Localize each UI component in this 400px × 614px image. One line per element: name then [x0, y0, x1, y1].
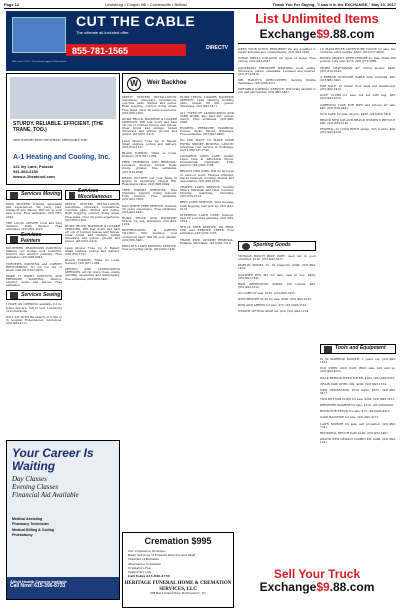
- hvac-photo: [10, 77, 116, 119]
- list-item: PRESSURE WASHER for sale. $150. (931)993-6641.: [320, 403, 395, 408]
- cremation-includes: Our Cremation Includes: Basic Services of Funeral Director and Staff Transfer of Remains Alternative Container Crematory Fee Temporary Urn Call Today 615-840-4739: [123, 546, 233, 581]
- ad-headline: CUT THE CABLE: [76, 13, 196, 29]
- classified-column-2: [65, 190, 120, 284]
- truck-icon: [10, 192, 18, 199]
- list-item: I HAVE AN OPENING available for in-home daycare, call or text. Lewisburg or Cornersville.: [6, 302, 62, 313]
- cut-the-cable-ad[interactable]: [6, 11, 234, 71]
- list-item: DUMP TRUCK, BACKHOE & LOADER SERVICES. Will tear down and haul off old or burned houses and fences. Clear brush and stumps. Install driveways and gravel, ground and gravel. (931)651-5416.: [122, 116, 177, 137]
- list-item: NEW GENERATOR, 8750 watts. $575. (931)993-5417.: [320, 387, 396, 395]
- list-item: IS 32 WARRIOR MOWER, 2 years old. (931)993-1812.: [320, 357, 396, 365]
- section-moving: Services Moving: [6, 190, 62, 200]
- list-item: GO-CART for sale. $150. (931)993-7455.: [238, 291, 296, 295]
- classified-column-5: [238, 48, 316, 97]
- list-item: OLD STEEL AND CAST IRON sale. $25 and up. (931)993-4012.: [320, 366, 396, 374]
- page-header: [4, 2, 396, 9]
- cremation-name: HERITAGE FUNERAL HOME & CREMATION SERVICES, LLC: [124, 581, 232, 592]
- header-date: Thank You For Saying, "I saw it in the EXCHANGE," May 10, 2017: [272, 1, 396, 7]
- list-item: BOOM FOR TRUCK for sale. $75. (931)993-4412.: [320, 409, 391, 414]
- list-item: GUN SAFE for sale, 24 gun. $450. (931)993-7418.: [320, 111, 392, 116]
- list-item: STEPHENS LAWN CARE: Insured. Call for your free estimate. (931)359-1554.: [180, 212, 234, 223]
- list-item: SEARS CRAFTSMAN 42" riding mower. $450. (931)359-6142.: [320, 65, 396, 73]
- exchange-logo-bottom: Exchange$9.88.com: [259, 580, 375, 595]
- list-item: BANKS GRAVITY DEER FEEDER for sale. Holds 300 pounds. Like new. $175. (931)273-2090.: [320, 56, 396, 64]
- career-phone[interactable]: Call Now! 615-396-8733: [10, 583, 66, 590]
- list-item: TRAPP'S LAWN SERVICE: Serving Maury, Marshall, and Giles Counties. Mowing, mulching, trimming. (931)359-2514.: [180, 184, 234, 199]
- list-item: B&W ARMINGTON AMMO, 100 rounds. $85. (931)993-5512.: [238, 281, 316, 289]
- hvac-street: 121 Ivy Lane, Pulaski: [13, 164, 54, 169]
- list-item: 4 PERSON OUTDOOR TABLE with umbrella. $80. (615)982-6401.: [320, 74, 396, 82]
- cremation-ad[interactable]: [122, 532, 234, 608]
- section-misc: Services Miscellaneous: [65, 190, 120, 200]
- hvac-slogan: STURDY. RELIABLE. EFFICIENT. (THE TRANE, TOO.): [13, 121, 104, 133]
- classified-column-7: [320, 48, 396, 137]
- cremation-address: 688 Ben Lomand Pkwy, Murfreesboro, TN: [150, 591, 206, 595]
- paper-name: Lewisburg • Chapel Hill • Cornersville • Belfast: [104, 1, 187, 7]
- list-item: TRASH PICK UP/YARD REMOVAL. Reliable, affordable. (931)993-7410.: [180, 237, 234, 245]
- list-item: MAKE IT RIGHT PAINTING AND PRESSURE WASHING: Interior, exterior, decks and fences. Free estimates.: [6, 273, 62, 288]
- list-item: DUMP TRUCK, LOADER, BACKHOE SERVICE: Land clearing, building pads, topsoil, fill dirt, gravel, driveways. (931)993-5471.: [180, 95, 234, 109]
- career-footer: Allied Health Careers Institute Call Now! 615-396-8733: [7, 577, 119, 599]
- list-item: TREE EXPERT SERVICES: Tree trimming, topping, stump removal. Fully insured. Free estimates. (931)205-7654.: [122, 188, 177, 202]
- list-item: DAN WHITE TREE SERVICE: Insured, 30 years experience. Free estimates. (615)403-4441.: [122, 203, 177, 214]
- list-item: BUSHHOGGING & GARDEN TILLING: Will bushhog your overgrown land. Will till your garden. (931)580-5481.: [122, 228, 177, 242]
- divider: [238, 43, 396, 44]
- career-ad[interactable]: [6, 440, 120, 600]
- classified-column-8: [320, 358, 396, 447]
- list-item: BRIAN'S ODD JOBS: Will do all types of outdoor work. Hedges trimmed, leaves removed, mowing. Honest and dependable. (931)993-8210.: [180, 169, 234, 183]
- list-item: FOR SALE: 18 rubber floor mats and lawnmower. (931)492-5418.: [320, 84, 396, 92]
- list-item: NEED YOUR STOCK REPAIRED? We are qualified to repair antiques and consignments. (931)993-2240.: [238, 47, 316, 55]
- list-item: PHILLIP'S LAWN MOWING SERVICE: Now accepting yards. (931)993-7448.: [122, 243, 177, 251]
- list-item: ROCKWELL BENCH SAW. $100. (931)993-5481.: [320, 430, 389, 435]
- section-painters: Services Painters: [6, 234, 62, 244]
- career-classes: Day Classes Evening Classes Financial Aid Available: [12, 475, 79, 500]
- list-item: DUMP TRUCK AND BACKHOE: Gravel, top soil, driveways. (931)422-1254.: [122, 215, 177, 227]
- list-item: BRAND NEW UPLAND BRAND WOMEN'S BICYCLE. $60. (931)359-5142.: [320, 117, 396, 125]
- list-item: 15' MASS RIVER ADVENTURE CANOE for sale, two cushions, extra paddle. $300. (931)527-4826.: [320, 47, 396, 55]
- list-item: SCRAP METAL CLEANUP, all types of metal. Free pickup. (931)491-0547.: [238, 56, 316, 64]
- wrench-icon: [69, 192, 75, 199]
- ad-fine-print: Offer ends 7/31/17. Restrictions apply. Call for details.: [12, 61, 68, 63]
- classified-column-3: [122, 96, 177, 254]
- hvac-address: [13, 164, 55, 180]
- list-item: TURNER'S PAINTING and CARPET REFINISHING: No job too big or small. Call (931)422-0479.: [6, 261, 62, 272]
- list-item: Lawn Mower Tune Up & Repair: Small engines, pickup and delivery. (931)350-2121.: [122, 138, 177, 149]
- list-item: TREE TRIMMING AND REMOVAL: Licensed, insured, bucket truck, stump grinder, free estimates. (931)544-9648.: [122, 160, 177, 174]
- list-item: TWO BOTTOM PLOW for sale. $250. (931)993-7451.: [320, 397, 396, 401]
- section-sporting-goods: Sporting Goods: [238, 241, 316, 251]
- list-item: MR. BAILEY'S UPHOLSTERY: Serving Middle Tennessee. (931)993-3371.: [238, 77, 316, 85]
- ad-subhead: The ultimate all-included offer.: [76, 30, 130, 35]
- hvac-ad[interactable]: [6, 73, 120, 185]
- list-item: PORTABLE SAWMILL SERVICE: Will bring sawmill to you and saw lumber. (931)993-5487.: [238, 87, 316, 95]
- list-item: SEWING AND LANDSCAPING SERVICES, all cut down trees, stump grinding, excavating and landscaping, free estimates. (931)580-5481.: [65, 267, 120, 281]
- list-item: DO YOU WANT TO MAKE SOME EXTRA MONEY MOWING LAWNS? Advertise your service in Exchange. Call 1-800-247-7746.: [180, 138, 234, 152]
- list-item: SEPTIC SYSTEM INSTALLATION, waterlines, driveways, foundations, concrete pads, ditches and patios. Bush hogging, outdoor living areas. Free plans. Over 30 years experience. (931)580-1209.: [65, 202, 120, 222]
- hvac-body: SEER COMFORT FROM THE STRONG, DEPENDABLE TYPE.: [13, 139, 88, 142]
- list-item: DUMP TRUCK, BACKHOE & LOADER SERVICES. Will tear down and haul off old or burned houses and fences. Clear brush and stumps. Install driveways and gravel, ground and gravel. (931)651-5416.: [65, 223, 120, 244]
- list-item: CASE BACKHOE for sale. (931)993-4715.: [320, 415, 380, 420]
- list-item: WALTHER PPS M2 for sale, new in box. $450. (931)993-7641.: [238, 272, 316, 280]
- list-item: WILL SIT WITH the elderly, in home or in hospital. Experienced, references. (931)993-4711.: [6, 314, 62, 325]
- career-programs: [12, 517, 54, 539]
- list-item: STILLS TREE SERVICE. We TRIM, TOP, and REMOVE TREES. Free estimates. (931)270-1233.: [180, 225, 234, 236]
- ball-icon: [242, 243, 250, 250]
- list-item: SOUTHERN TRADITIONS PAINTING: Making our homes look beautiful. Interior and exterior painting. Free estimates. (931)993-8845.: [6, 246, 62, 260]
- list-item: LOCKARDS LAWN CARE, Quality Lawn Care at Affordable Prices. Professional equipment. Fully insured. (931)993-1104.: [180, 153, 234, 168]
- list-item: LAWN MOWER for sale, self propelled. (931)993-7741.: [320, 421, 396, 429]
- list-item: CARRYING CASE FOR BOW and arrows for sale. $40. (931)359-4481.: [320, 102, 396, 110]
- exchange-logo: Exchange$9.88.com: [259, 27, 375, 41]
- hvac-phone[interactable]: 931-363-4150: [13, 169, 38, 175]
- list-item: ALL TYPES OF LANDSCAPING AND YARD WORK, also haul dirt, gravel, mulch. Free estimates. (931)996-2598.: [180, 110, 234, 124]
- directv-logo: DIRECTV: [206, 45, 228, 51]
- list-item: Pharmacy Technician: [12, 522, 49, 527]
- list-item: Phlebotomy: [12, 533, 33, 538]
- cremation-headline: Cremation $995: [144, 536, 212, 546]
- list-item: BLACK TOPSOIL: Tilled, no rocks. Delivery. (931)637-1284.: [65, 257, 120, 265]
- hvac-brand: A-1 Heating and Cooling, Inc.: [13, 154, 111, 161]
- list-item: WALK BEHIND WEED EATER. $100. (931)993-6541.: [320, 375, 396, 380]
- list-item: BLACK TOPSOIL: Tilled, no rocks. Delivery. (931)637-1284.: [122, 150, 177, 158]
- list-item: AQUABLAST PRESSURE WASHING: roofs, siding, driveways, patios, sidewalks. Licensed and insured. (931)374-0418.: [238, 65, 316, 76]
- cremation-phone[interactable]: Call Today 615-840-4739: [128, 574, 170, 579]
- hvac-web[interactable]: www.a-1heatcool.com: [13, 174, 55, 180]
- list-item: VINTAGE BOSCH BIKE PORT, used but in good condition. $145. (931)993-5477.: [238, 254, 316, 262]
- ad-phone[interactable]: 855-781-1565: [72, 46, 129, 56]
- list-item: Medical Assisting: [12, 517, 43, 521]
- classified-column-6: [238, 255, 316, 317]
- page-number: Page 12: [4, 1, 20, 7]
- list-item: WEIGHT LIFTING GEAR set. $50. (931)993-1154.: [238, 309, 310, 314]
- sell-your-truck-ad[interactable]: [238, 568, 396, 595]
- needle-icon: [10, 292, 18, 299]
- tv-image: [12, 17, 66, 53]
- list-item: EASY MOVERS: friendly, affordable and experienced. We pack, load, transport and unload. Will set up your new home. Free estimates. (931)787-2343.: [6, 202, 62, 219]
- classified-column-4: [180, 96, 234, 248]
- career-headline: Your Career Is Waiting: [12, 446, 94, 473]
- list-item: GOLF CLUBS for sale, full set with bag. $65. (931)993-6152.: [320, 93, 396, 101]
- list-item: BOW AND ARROW for sale. $75. (931)993-5541.: [238, 303, 308, 308]
- right-headline: List Unlimited Items: [255, 11, 379, 26]
- list-item: MARLIN MODEL 25, 22 magnum. $200. (931)993-1415.: [238, 263, 316, 271]
- section-sewing: Services Sewing: [6, 290, 62, 300]
- section-tools: Tools and Equipment: [320, 344, 396, 354]
- list-item: Medical Billing & Coding: [12, 527, 55, 532]
- list-item: GRASS CUTTER! Get your home in Spring in Lewisburg, Chapel Hill. Reasonable rates. (931)698-0094.: [122, 175, 177, 186]
- weir-backhoe-ad[interactable]: [122, 73, 234, 93]
- list-item: GRAND NEW DEWALT COMBO KIT. $400. (931)993-1241.: [320, 436, 396, 444]
- list-item: HUGHES PRESSURE WASHING: houses, decks, fences, driveways. Free estimates. (931)993-9465.: [180, 126, 234, 137]
- list-item: CHAIN SAW, STIHL 290. $200. (931)993-1154.: [320, 381, 387, 386]
- hammer-icon: [324, 346, 332, 353]
- list-item: FEDERAL 22 LONG RIFLE ammo, 525 rounds. $50. (931)993-4128.: [320, 127, 396, 135]
- weir-name: Weir Backhoe: [147, 80, 187, 86]
- list-item: SEPTIC SYSTEM INSTALLATION, waterlines, driveways, foundations, concrete pads, ditches and patios. Bush hogging, outdoor living areas. Free plans. Over 30 years experience. (931)580-1209.: [122, 95, 177, 115]
- list-item: BRIN LAWN SERVICE: Yard mowing, bush hogging, leaf pick up. (931)422-6110.: [180, 200, 234, 211]
- list-item: Lawn Mower Tune Up & Repair: Small engines, pickup and delivery. (931)350-2121.: [65, 245, 120, 256]
- list-item: WINCHESTER 30-30 for sale. $300. (931)993-4126.: [238, 297, 312, 302]
- paint-roller-icon: [10, 236, 18, 243]
- list-item: THE LOCAL MOVER: local and long distance. Fully insured. Free estimates. (931)801-4525.: [6, 220, 62, 231]
- weir-logo: W: [127, 77, 141, 91]
- classified-column-1: [6, 190, 62, 328]
- sell-headline: Sell Your Truck: [273, 567, 361, 581]
